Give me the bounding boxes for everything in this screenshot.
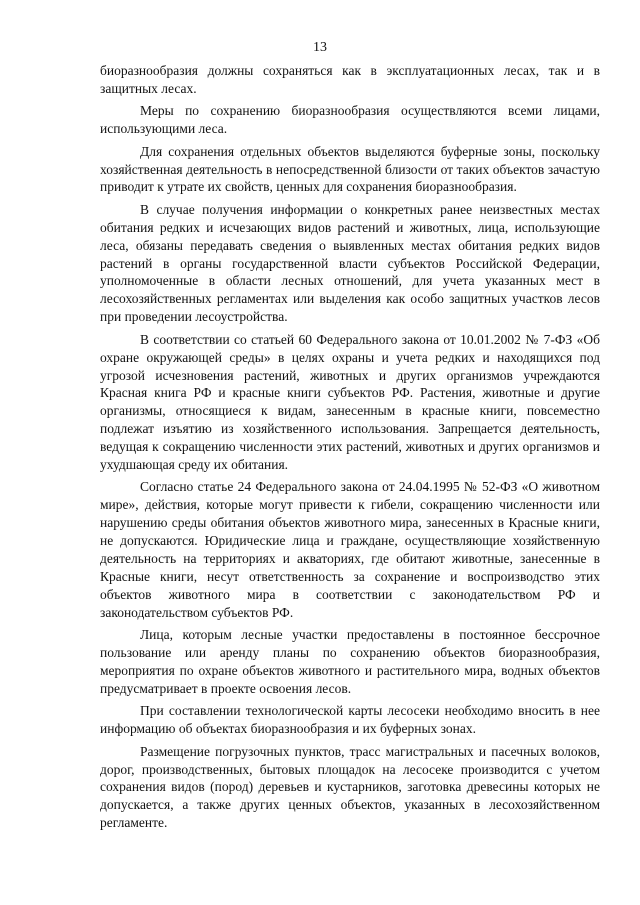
paragraph: Согласно статье 24 Федерального закона от 24.04.1995 № 52-ФЗ «О животном мире», действия, которые могут привести к гибели, сокращению численности или нарушению среды обитания объектов животного мира, занесенных в Красные книги, не допускаются. Юридические лица и граждане, осуществляющие хозяйственную деятельность на территориях и акваториях, где обитают животные, занесенные в Красные книги, несут ответственность за сохранение и воспроизводство этих объектов животного мира в соответствии с законодательством РФ и законодательством субъектов РФ. — [100, 479, 600, 620]
paragraph: Для сохранения отдельных объектов выделяются буферные зоны, поскольку хозяйственная деятельность в непосредственной близости от таких объектов зачастую приводит к утрате их свойств, ценных для сохранения биоразнообразия. — [100, 143, 600, 195]
paragraph: В соответствии со статьей 60 Федерального закона от 10.01.2002 № 7-ФЗ «Об охране окружающей среды» в целях охраны и учета редких и находящихся под угрозой исчезновения растений, животных и других организмов учреждаются Красная книга РФ и красные книги субъектов РФ. Растения, животные и другие организмы, относящиеся к видам, занесенным в красные книги, повсеместно подлежат изъятию из хозяйственного использования. Запрещается деятельность, ведущая к сокращению численности этих растений, животных и других организмов и ухудшающая среду их обитания. — [100, 331, 600, 473]
paragraph: В случае получения информации о конкретных ранее неизвестных местах обитания редких и исчезающих видов растений и животных, лица, использующие леса, обязаны передавать сведения о выявленных местах обитания редких видов растений в органы государственной власти субъектов Российской Федерации, уполномоченные в области лесных отношений, для учета указанных мест в лесохозяйственных регламентах или выделения как особо защитных участков лесов при проведении лесоустройства. — [100, 201, 600, 325]
paragraph: Размещение погрузочных пунктов, трасс магистральных и пасечных волоков, дорог, производственных, бытовых площадок на лесосеке производится с учетом сохранения видов (пород) деревьев и кустарников, заготовка древесины которых не допускается, а также других ценных объектов, указанных в лесохозяйственном регламенте. — [100, 743, 600, 831]
paragraph: При составлении технологической карты лесосеки необходимо вносить в нее информацию об объектах биоразнообразия и их буферных зонах. — [100, 703, 600, 737]
document-body — [100, 62, 600, 837]
paragraph: Лица, которым лесные участки предоставлены в постоянное бессрочное пользование или аренду планы по сохранению объектов биоразнообразия, мероприятия по охране объектов животного и растительного мира, водных объектов предусматривает в проекте освоения лесов. — [100, 627, 600, 696]
paragraph: Меры по сохранению биоразнообразия осуществляются всеми лицами, использующими леса. — [100, 103, 600, 137]
page-number: 13 — [313, 40, 327, 55]
paragraph-continuation: биоразнообразия должны сохраняться как в эксплуатационных лесах, так и в защитных лесах. — [100, 63, 600, 96]
